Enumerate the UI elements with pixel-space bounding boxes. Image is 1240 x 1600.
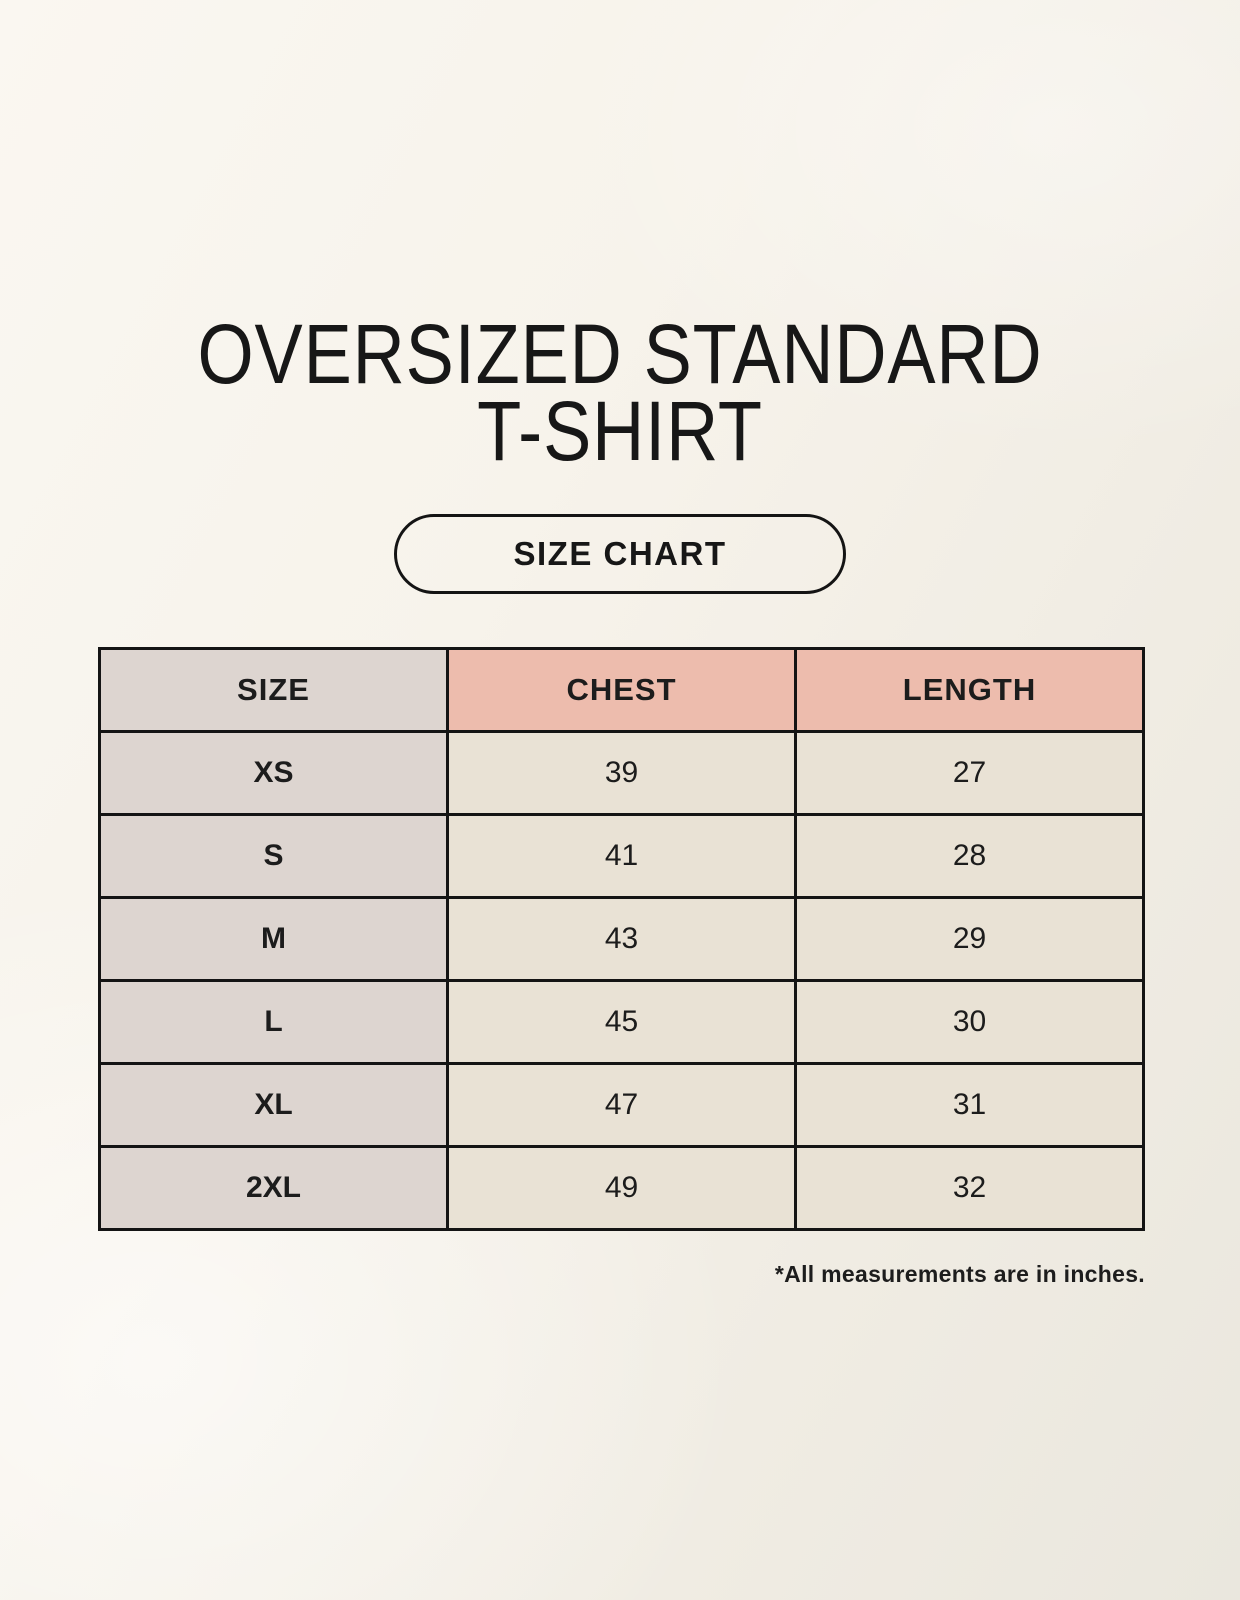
cell-chest: 39 xyxy=(448,732,796,815)
cell-length: 29 xyxy=(796,898,1144,981)
table-row xyxy=(100,1064,1144,1147)
page-title-line-1: OVERSIZED STANDARD xyxy=(197,307,1043,401)
cell-size: XL xyxy=(100,1064,448,1147)
cell-size: XS xyxy=(100,732,448,815)
cell-size: 2XL xyxy=(100,1147,448,1230)
cell-length: 28 xyxy=(796,815,1144,898)
cell-chest: 45 xyxy=(448,981,796,1064)
header-cell-chest: CHEST xyxy=(448,649,796,732)
table-row xyxy=(100,815,1144,898)
cell-chest: 41 xyxy=(448,815,796,898)
cell-size: M xyxy=(100,898,448,981)
cell-length: 31 xyxy=(796,1064,1144,1147)
table-row xyxy=(100,1147,1144,1230)
table-row xyxy=(100,898,1144,981)
size-table xyxy=(98,647,1145,1231)
cell-chest: 49 xyxy=(448,1147,796,1230)
cell-chest: 47 xyxy=(448,1064,796,1147)
table-header-row xyxy=(100,649,1144,732)
table-row xyxy=(100,732,1144,815)
cell-length: 30 xyxy=(796,981,1144,1064)
size-chart-badge-label: SIZE CHART xyxy=(513,535,727,572)
cell-size: S xyxy=(100,815,448,898)
measurements-footnote: *All measurements are in inches. xyxy=(774,1261,1145,1287)
size-table-body xyxy=(100,732,1144,1230)
header-cell-length: LENGTH xyxy=(796,649,1144,732)
page-title-line-2: T-SHIRT xyxy=(477,384,763,478)
table-row xyxy=(100,981,1144,1064)
cell-length: 32 xyxy=(796,1147,1144,1230)
size-table-header xyxy=(100,649,1144,732)
size-chart-badge xyxy=(394,514,846,594)
header-cell-size: SIZE xyxy=(100,649,448,732)
cell-length: 27 xyxy=(796,732,1144,815)
cell-chest: 43 xyxy=(448,898,796,981)
page-title xyxy=(87,307,1153,478)
cell-size: L xyxy=(100,981,448,1064)
